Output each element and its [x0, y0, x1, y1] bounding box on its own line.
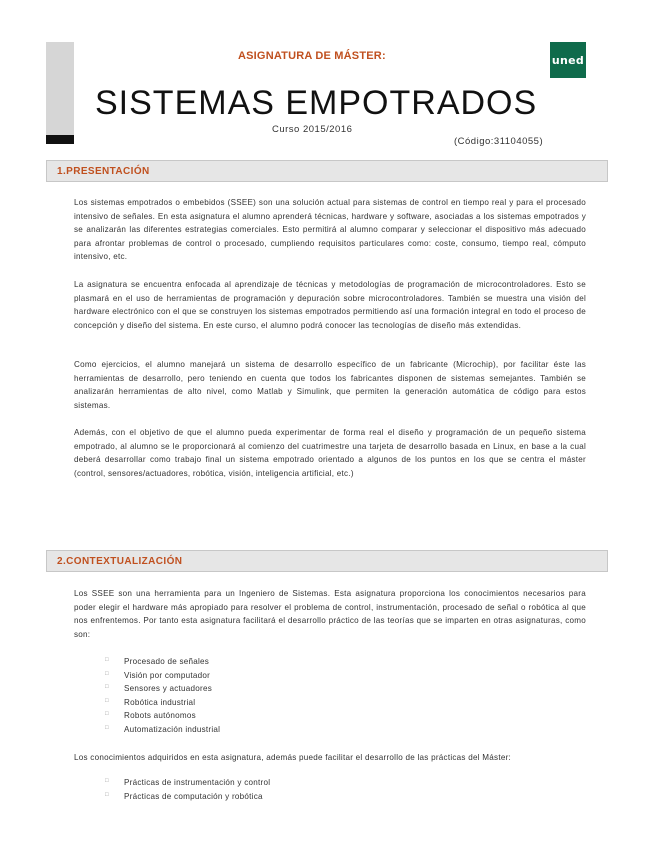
logo-text: uned — [551, 53, 585, 67]
section-header-contextualizacion — [46, 550, 608, 572]
list-item: □ Robótica industrial — [105, 696, 220, 710]
list-item: □ Sensores y actuadores — [105, 682, 220, 696]
course-year: Curso 2015/2016 — [272, 124, 353, 135]
section-title: 2.CONTEXTUALIZACIÓN — [57, 555, 183, 567]
page-title: SISTEMAS EMPOTRADOS — [95, 84, 538, 122]
list-item: □ Visión por computador — [105, 669, 220, 683]
bullet-icon: □ — [105, 711, 109, 718]
bullet-list-subjects — [105, 655, 220, 737]
list-item: □ Prácticas de instrumentación y control — [105, 776, 270, 790]
list-item: □ Prácticas de computación y robótica — [105, 790, 270, 804]
list-item: □ Automatización industrial — [105, 723, 220, 737]
paragraph: Además, con el objetivo de que el alumno pueda experimentar de forma real el diseño y programación de un pequeño sistema empotrado, al alumno se le proporcionará al comienzo del cuatrimestre una tarjeta de desarrollo basada en Linux, en base a la cual deberá desarrollar como trabajo final un sistema empotrado orientado a algunos de los puntos en los que se centra el máster (control, sensores/actuadores, robótica, visión, inteligencia artificial, etc.) — [74, 428, 586, 478]
bullet-icon: □ — [105, 697, 109, 704]
course-code: (Código:31104055) — [454, 136, 544, 147]
list-item: □ Robots autónomos — [105, 709, 220, 723]
bullet-icon: □ — [105, 791, 109, 798]
subject-label: ASIGNATURA DE MÁSTER: — [238, 50, 386, 62]
section-header-presentacion — [46, 160, 608, 182]
bullet-list-practices — [105, 776, 270, 803]
bullet-icon: □ — [105, 670, 109, 677]
header-side-bar-accent — [46, 135, 74, 144]
paragraph: Los SSEE son una herramienta para un Ingeniero de Sistemas. Esta asignatura proporciona los conocimientos necesarios para poder elegir el hardware más apropiado para resolver el problema de control, instrumentación, procesado de señal o robótica al que nos enfrentemos. Por tanto esta asignatura facilitará el desarrollo práctico de las teorías que se imparten en otras asignaturas, como son: — [74, 589, 586, 639]
paragraph: Los sistemas empotrados o embebidos (SSEE) son una solución actual para sistemas de control en tiempo real y para el procesado intensivo de señales. En esta asignatura el alumno aprenderá técnicas, hardware y software, asociadas a los sistemas empotrados y se analizarán las diferentes estrategias comerciales. Esto permitirá al alumno comparar y seleccionar el dispositivo más adecuado para afrontar problemas de control o procesado, cumpliendo requisitos particulares como: coste, consumo, tiempo real, cómputo intensivo, etc. — [74, 198, 586, 262]
paragraph: Los conocimientos adquiridos en esta asignatura, además puede facilitar el desarrollo de las prácticas del Máster: — [74, 753, 512, 762]
bullet-icon: □ — [105, 778, 109, 784]
section-title: 1.PRESENTACIÓN — [57, 165, 150, 177]
paragraph: La asignatura se encuentra enfocada al aprendizaje de técnicas y metodologías de programación de microcontroladores. Esto se plasmará en el uso de herramientas de programación y depuración sobre microcontroladores. También se muestra una visión del hardware electrónico con el que se construyen los sistemas empotrados permitiendo así una formación integral en todo el proceso de concepción y diseño del sistema. En este curso, el alumno podrá conocer las tecnologías de diseño más extendidas. — [74, 280, 586, 330]
bullet-icon: □ — [105, 684, 109, 691]
bullet-icon: □ — [105, 724, 109, 731]
paragraph: Como ejercicios, el alumno manejará un sistema de desarrollo específico de un fabricante (Microchip), por facilitar éste las herramientas de desarrollo, pero teniendo en cuenta que todos los fabricantes disponen de sistemas semejantes. También se analizarán herramientas de alto nivel, como Matlab y Simulink, que permiten la generación automática de código para estos sistemas. — [74, 360, 586, 410]
bullet-icon: □ — [105, 657, 109, 663]
list-item: □ Procesado de señales — [105, 655, 220, 669]
header-side-bar — [46, 42, 74, 135]
uned-logo — [550, 42, 586, 78]
